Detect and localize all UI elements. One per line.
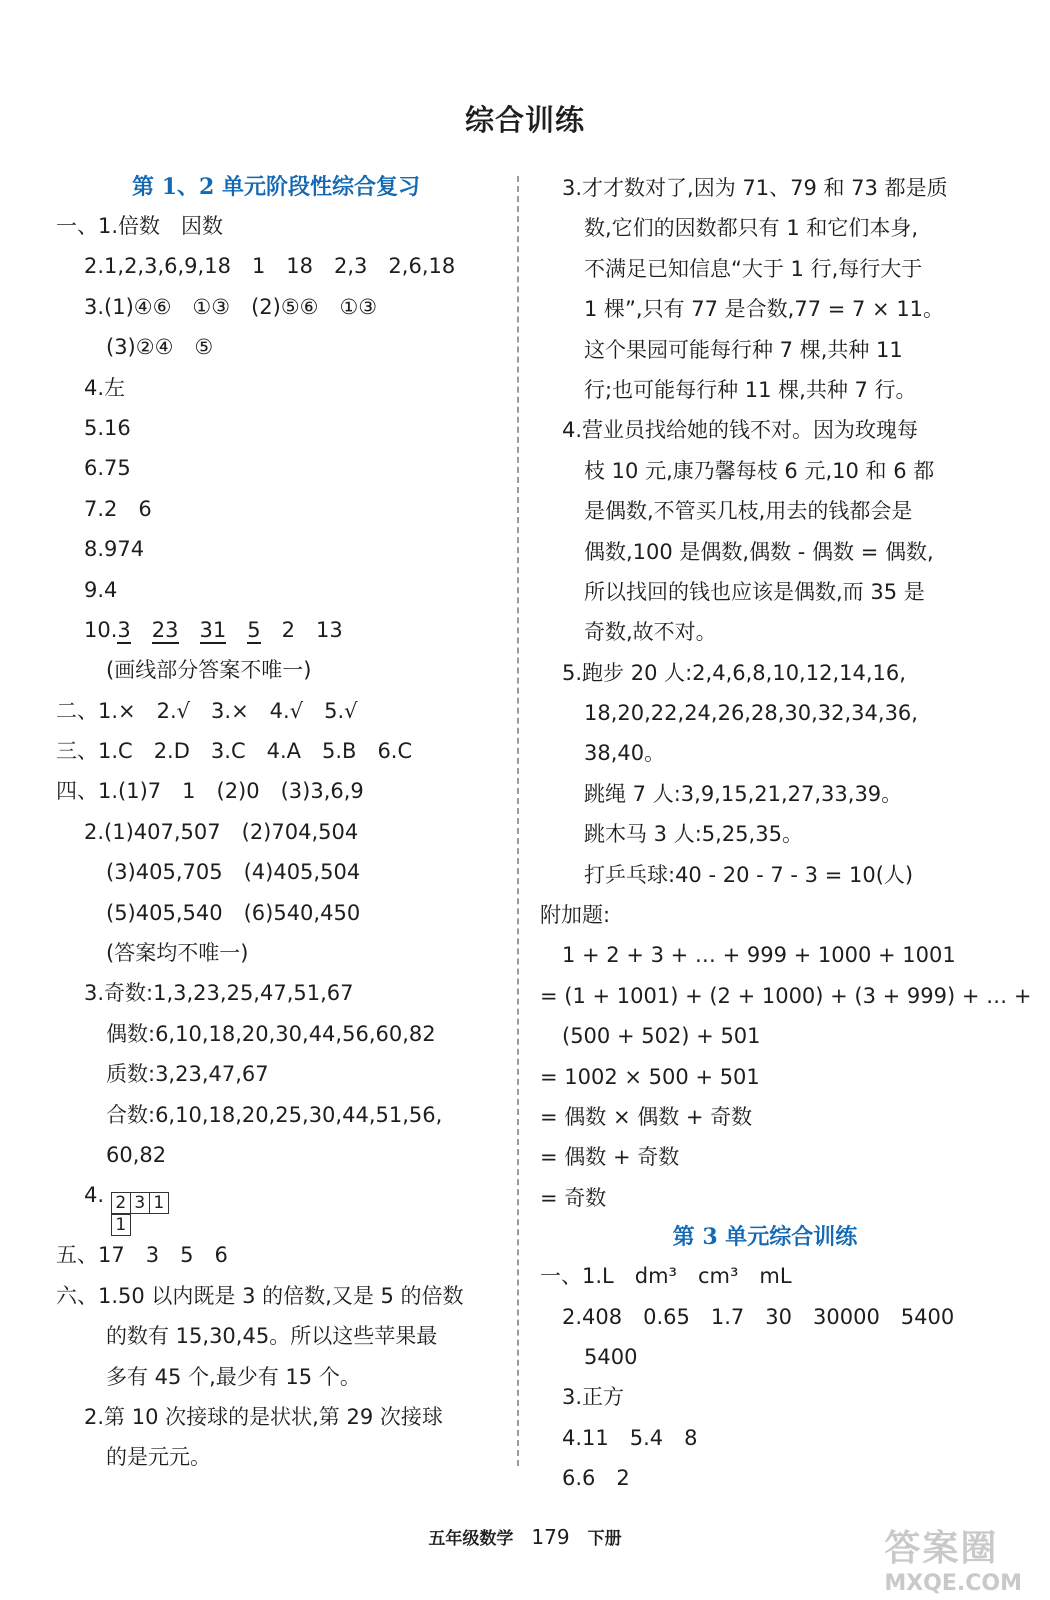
q10-part: 3 — [117, 617, 131, 642]
answer-line: 四、1.(1)7 1 (2)0 (3)3,6,9 — [56, 779, 364, 804]
answer-line: 奇数,故不对。 — [584, 620, 717, 645]
answer-line: 5.16 — [84, 415, 131, 440]
answer-line: (5)405,540 (6)540,450 — [106, 900, 361, 925]
watermark-main: 答案圈 — [884, 1528, 999, 1569]
answer-line: 行;也可能每行种 11 棵,共种 7 行。 — [584, 377, 917, 402]
answer-line: 6.6 2 — [562, 1466, 630, 1491]
answer-line: 一、1.倍数 因数 — [56, 214, 224, 238]
answer-line: (画线部分答案不唯一) — [106, 658, 312, 683]
answer-line: 1 棵”,只有 77 是合数,77 = 7 × 11。 — [584, 297, 945, 322]
answer-line: 3.才才数对了,因为 71、79 和 73 都是质 — [562, 176, 948, 200]
left-column — [56, 168, 496, 1478]
answer-line: 1 + 2 + 3 + … + 999 + 1000 + 1001 — [562, 943, 956, 968]
answer-line: 38,40。 — [584, 741, 666, 766]
q4-label: 4. — [84, 1183, 105, 1208]
answer-line: (3)②④ ⑤ — [106, 335, 214, 360]
answer-line: 附加题: — [540, 903, 611, 928]
answer-line: 六、1.50 以内既是 3 的倍数,又是 5 的倍数 — [56, 1283, 464, 1308]
answer-line: 是偶数,不管买几枝,用去的钱都会是 — [584, 499, 913, 524]
q10-part: 31 — [199, 617, 227, 642]
answer-line: 数,它们的因数都只有 1 和它们本身, — [584, 216, 919, 241]
answer-line: 60,82 — [106, 1142, 167, 1167]
answer-line: 2.(1)407,507 (2)704,504 — [84, 819, 359, 844]
page-number: 179 — [531, 1525, 570, 1549]
answer-line: 2.408 0.65 1.7 30 30000 5400 — [562, 1304, 955, 1329]
answer-line: 偶数,100 是偶数,偶数 - 偶数 = 偶数, — [584, 539, 934, 564]
answer-line: 合数:6,10,18,20,25,30,44,51,56, — [106, 1102, 443, 1127]
answer-line: 的是元元。 — [106, 1445, 211, 1470]
column-divider — [517, 176, 519, 1466]
answer-line: 6.75 — [84, 456, 131, 481]
answer-line: (答案均不唯一) — [106, 941, 249, 966]
answer-line: 2.1,2,3,6,9,18 1 18 2,3 2,6,18 — [84, 254, 456, 279]
answer-line: 二、1.× 2.√ 3.× 4.√ 5.√ — [56, 698, 358, 723]
answer-line: 不满足已知信息“大于 1 行,每行大于 — [584, 256, 923, 281]
answer-line: 一、1.L dm³ cm³ mL — [540, 1264, 792, 1289]
answer-line: 这个果园可能每行种 7 棵,共种 11 — [584, 337, 903, 362]
answer-line: 3.(1)④⑥ ①③ (2)⑤⑥ ①③ — [84, 294, 378, 319]
answer-line: 4.11 5.4 8 — [562, 1425, 698, 1450]
answer-line: 偶数:6,10,18,20,30,44,56,60,82 — [106, 1021, 436, 1046]
answer-line: 跳绳 7 人:3,9,15,21,27,33,39。 — [584, 781, 903, 806]
answer-line: 5400 — [584, 1344, 638, 1369]
section-heading-units-1-2: 第 1、2 单元阶段性综合复习 — [132, 174, 420, 200]
footer-grade: 五年级数学 — [428, 1529, 514, 1549]
answer-line: 3.正方 — [562, 1385, 625, 1410]
q10-part: 2 — [281, 617, 295, 642]
answer-line: 所以找回的钱也应该是偶数,而 35 是 — [584, 579, 925, 604]
answer-line: (3)405,705 (4)405,504 — [106, 860, 361, 885]
answer-line: 3.奇数:1,3,23,25,47,51,67 — [84, 981, 354, 1006]
watermark — [884, 1520, 1022, 1596]
answer-line: = 奇数 — [540, 1185, 607, 1210]
answer-line: 枝 10 元,康乃馨每枝 6 元,10 和 6 都 — [584, 458, 935, 483]
grid-cell: 3 — [130, 1192, 150, 1214]
answer-line: 五、17 3 5 6 — [56, 1243, 228, 1268]
answer-line: 质数:3,23,47,67 — [106, 1062, 269, 1087]
footer-volume: 下册 — [587, 1529, 622, 1549]
answer-line: = 偶数 + 奇数 — [540, 1145, 680, 1170]
right-column — [540, 168, 1032, 1499]
answer-q10 — [56, 610, 496, 650]
q10-part: 5 — [247, 617, 261, 642]
answer-line: 的数有 15,30,45。所以这些苹果最 — [106, 1324, 438, 1349]
q10-part: 23 — [151, 617, 179, 642]
answer-line: 7.2 6 — [84, 496, 152, 521]
answer-line: 4.营业员找给她的钱不对。因为玫瑰每 — [562, 418, 919, 443]
watermark-sub: MXQE.COM — [884, 1571, 1022, 1596]
answer-line: = (1 + 1001) + (2 + 1000) + (3 + 999) + … + — [540, 983, 1032, 1008]
answer-line: 4.左 — [84, 375, 126, 400]
answer-line: 打乒乓球:40 - 20 - 7 - 3 = 10(人) — [584, 862, 914, 887]
answer-q4-grid — [56, 1175, 496, 1235]
answer-line: (500 + 502) + 501 — [562, 1024, 761, 1049]
grid-cell: 1 — [149, 1192, 169, 1214]
grid-cell: 1 — [111, 1214, 131, 1236]
answer-line: = 偶数 × 偶数 + 奇数 — [540, 1104, 753, 1129]
cube-view-grid — [111, 1181, 168, 1236]
grid-cell: 2 — [111, 1192, 131, 1214]
answer-line: 9.4 — [84, 577, 118, 602]
q10-part: 13 — [316, 617, 343, 642]
answer-line: 18,20,22,24,26,28,30,32,34,36, — [584, 701, 918, 726]
answer-line: 2.第 10 次接球的是状状,第 29 次接球 — [84, 1404, 443, 1429]
section-heading-unit-3: 第 3 单元综合训练 — [672, 1224, 858, 1251]
answer-line: 8.974 — [84, 537, 145, 562]
page-title: 综合训练 — [464, 103, 585, 137]
answer-line: 跳木马 3 人:5,25,35。 — [584, 822, 803, 847]
answer-line: 5.跑步 20 人:2,4,6,8,10,12,14,16, — [562, 660, 906, 685]
q10-label: 10. — [84, 617, 118, 642]
answer-line: 多有 45 个,最少有 15 个。 — [106, 1364, 361, 1389]
answer-line: = 1002 × 500 + 501 — [540, 1064, 760, 1089]
answer-line: 三、1.C 2.D 3.C 4.A 5.B 6.C — [56, 739, 413, 764]
